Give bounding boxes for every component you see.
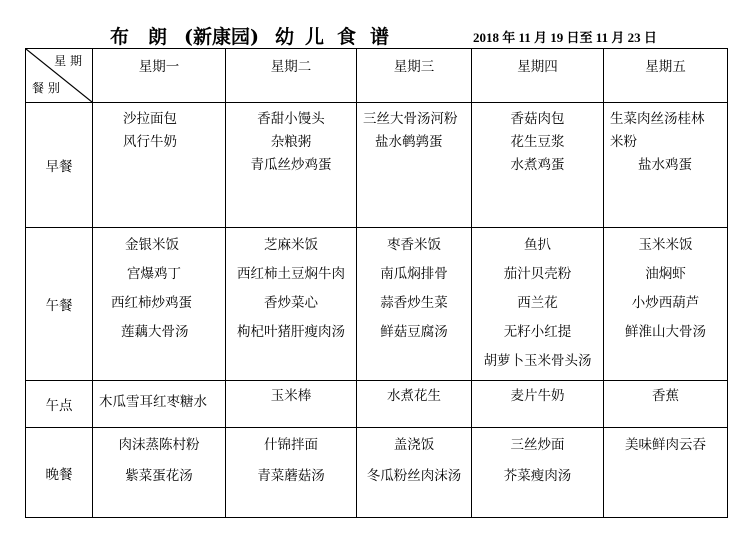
dish: 肉沫蒸陈村粉 xyxy=(118,437,200,453)
header-row xyxy=(26,49,728,103)
dish: 香蕉 xyxy=(652,388,679,404)
dish: 芥菜瘦肉汤 xyxy=(503,468,572,484)
menu-cell xyxy=(604,228,728,381)
menu-table xyxy=(25,48,728,518)
dish: 水煮鸡蛋 xyxy=(510,157,565,173)
meal-label: 早餐 xyxy=(26,103,93,228)
dinner-row xyxy=(26,428,728,518)
dish: 冬瓜粉丝肉沫汤 xyxy=(366,468,462,484)
dish: 鱼扒 xyxy=(524,237,551,253)
dish: 无籽小红提 xyxy=(503,324,572,340)
dish: 水煮花生 xyxy=(387,388,441,404)
menu-cell xyxy=(357,103,472,228)
dish: 香菇肉包 xyxy=(510,111,565,127)
menu-cell xyxy=(93,228,226,381)
dish: 盖浇饭 xyxy=(393,437,435,453)
meal-label: 午点 xyxy=(26,381,93,428)
dish: 木瓜雪耳红枣糖水 xyxy=(99,394,207,410)
dish: 风行牛奶 xyxy=(123,134,177,150)
title-char: 食 xyxy=(337,26,357,48)
day-header: 星期三 xyxy=(357,49,472,103)
dish: 什锦拌面 xyxy=(264,437,318,453)
meal-label: 午餐 xyxy=(26,228,93,381)
title-char: 幼 xyxy=(275,26,295,48)
snack-row xyxy=(26,381,728,428)
dish: 生菜肉丝汤桂林 xyxy=(610,111,705,127)
title-char: 朗 xyxy=(148,26,168,48)
dish: 三丝炒面 xyxy=(510,437,565,453)
dish: 金银米饭 xyxy=(125,237,179,253)
dish: 玉米棒 xyxy=(270,388,312,404)
menu-cell xyxy=(357,228,472,381)
dish: 茄汁贝壳粉 xyxy=(503,266,572,282)
breakfast-row xyxy=(26,103,728,228)
dish: 鲜淮山大骨汤 xyxy=(625,324,706,340)
title-char: 谱 xyxy=(370,26,390,48)
dish: 西红柿炒鸡蛋 xyxy=(111,295,192,311)
meal-label: 晚餐 xyxy=(26,428,93,518)
day-header: 星期二 xyxy=(226,49,357,103)
dish: 芝麻米饭 xyxy=(264,237,318,253)
corner-label-day: 星 期 xyxy=(54,54,82,68)
lunch-row xyxy=(26,228,728,381)
menu-cell xyxy=(472,381,604,428)
dish: 小炒西葫芦 xyxy=(631,295,700,311)
dish: 盐水鹌鹑蛋 xyxy=(375,134,443,150)
dish: 麦片牛奶 xyxy=(510,388,565,404)
menu-cell xyxy=(93,381,226,428)
day-header: 星期四 xyxy=(472,49,604,103)
dish: 盐水鸡蛋 xyxy=(638,157,692,173)
menu-cell xyxy=(226,228,357,381)
dish: 玉米米饭 xyxy=(638,237,693,253)
menu-cell xyxy=(472,428,604,518)
dish: 枣香米饭 xyxy=(387,237,441,253)
day-header: 星期五 xyxy=(604,49,728,103)
dish: 紫菜蛋花汤 xyxy=(125,468,193,484)
dish: 南瓜焖排骨 xyxy=(380,266,448,282)
dish: 西兰花 xyxy=(517,295,558,311)
dish: 蒜香炒生菜 xyxy=(380,295,448,311)
menu-cell xyxy=(93,103,226,228)
dish: 花生豆浆 xyxy=(510,134,565,150)
dish: 杂粮粥 xyxy=(270,134,312,150)
dish: 胡萝卜玉米骨头汤 xyxy=(483,353,592,369)
dish: 青菜蘑菇汤 xyxy=(257,468,325,484)
menu-cell xyxy=(226,428,357,518)
date-range: 2018 年 11 月 19 日至 11 月 23 日 xyxy=(473,30,657,45)
title-char: 布 xyxy=(110,26,130,48)
day-header: 星期一 xyxy=(93,49,226,103)
menu-cell xyxy=(472,103,604,228)
dish: 香炒菜心 xyxy=(264,295,318,311)
dish: 米粉 xyxy=(610,134,637,150)
menu-cell xyxy=(604,428,728,518)
menu-cell xyxy=(357,428,472,518)
dish: 沙拉面包 xyxy=(123,111,177,127)
dish: 枸杞叶猪肝瘦肉汤 xyxy=(237,324,345,340)
corner-label-meal: 餐 别 xyxy=(32,81,60,95)
dish: 三丝大骨汤河粉 xyxy=(363,111,458,127)
menu-cell xyxy=(93,428,226,518)
dish: 西红柿土豆焖牛肉 xyxy=(237,266,345,282)
corner-cell xyxy=(26,49,93,103)
dish: 青瓜丝炒鸡蛋 xyxy=(250,157,332,173)
menu-cell xyxy=(226,103,357,228)
title-char: (新康园) xyxy=(184,26,259,48)
menu-cell xyxy=(472,228,604,381)
menu-cell xyxy=(604,381,728,428)
dish: 宫爆鸡丁 xyxy=(127,266,181,282)
menu-cell xyxy=(226,381,357,428)
menu-cell xyxy=(357,381,472,428)
dish: 莲藕大骨汤 xyxy=(121,324,189,340)
dish: 鲜菇豆腐汤 xyxy=(380,324,448,340)
dish: 美味鲜肉云吞 xyxy=(625,437,706,453)
title-char: 儿 xyxy=(305,26,325,48)
menu-cell xyxy=(604,103,728,228)
dish: 油焖虾 xyxy=(645,266,686,282)
dish: 香甜小馒头 xyxy=(257,111,325,127)
